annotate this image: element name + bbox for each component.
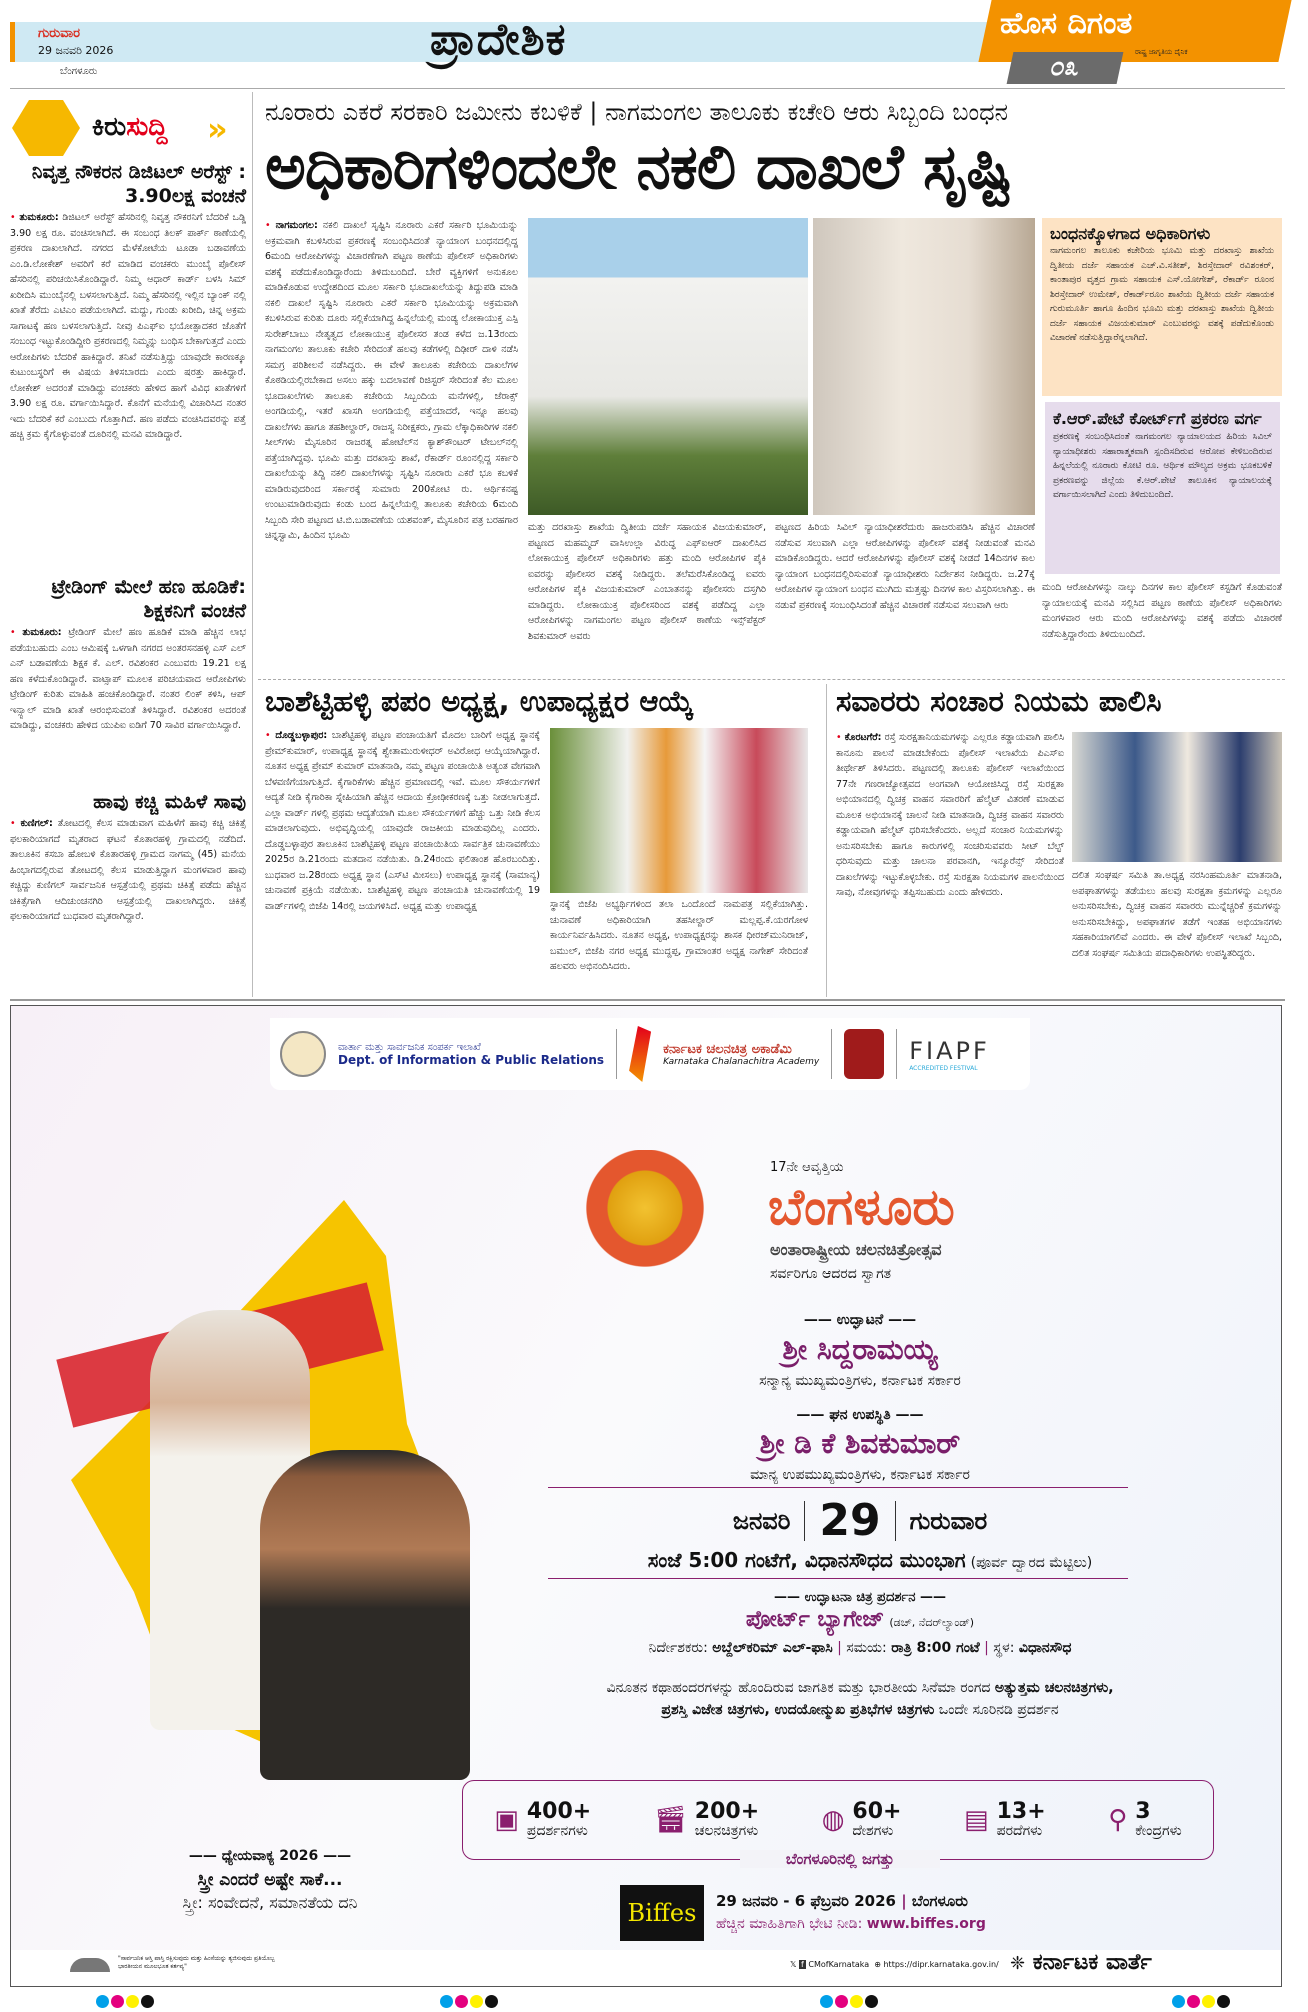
cmyk-registration-mark bbox=[440, 1993, 500, 2012]
sidebar-box-arrested bbox=[1042, 218, 1282, 396]
main-body-col2: ಮತ್ತು ದರಖಾಸ್ತು ಶಾಖೆಯ ದ್ವಿತೀಯ ದರ್ಜೆ ಸಹಾಯಕ ವಿಜಯಕುಮಾರ್, ಪಟ್ಟಣದ ಮಹಮ್ಮದ್ ವಾಸಿಉಲ್ಲಾ ವಿರುದ್ಧ ಎಫ್‌ಐಆರ್ ದಾಖಲಿಸಿದ ಲೋಕಾಯುಕ್ತ ಪೊಲೀಸ್ ಅಧಿಕಾರಿಗಳು ಹತ್ತು ಮಂದಿ ಆರೋಪಿಗಳ ಪೈಕಿ ಐವರನ್ನು ಪೊಲೀಸರ ವಶಕ್ಕೆ ನೀಡಿದ್ದರು. ತಲೆಮರೆಸಿಕೊಂಡಿದ್ದ ಐವರು ಆರೋಪಿಗಳ ಪೈಕಿ ವಿಜಯಕುಮಾರ್ ಎಂಬಾತನನ್ನು ಪೊಲೀಸರು ದಸ್ತಗಿರಿ ಮಾಡಿದ್ದರು. ಲೋಕಾಯುಕ್ತ ಪೊಲೀಸರಿಂದ ವಶಕ್ಕೆ ಪಡೆದಿದ್ದ ಎಲ್ಲಾ ಆರೋಪಿಗಳನ್ನು ನಾಗಮಂಗಲ ಪಟ್ಟಣ ಪೊಲೀಸ್ ಠಾಣೆಯ ಇನ್ಸ್‌ಪೆಕ್ಟರ್ ಶಿವಕುಮಾರ್ ಅವರು bbox=[528, 522, 766, 642]
karnataka-varthe-logo: ❈ ಕರ್ನಾಟಕ ವಾರ್ತೆ bbox=[1010, 1950, 1152, 1975]
stat-venues: ⚲ 3 ಕೇಂದ್ರಗಳು bbox=[1108, 1799, 1182, 1839]
section-title: ಪ್ರಾದೇಶಿಕ bbox=[430, 14, 567, 65]
brief-title: ನಿವೃತ್ತ ನೌಕರನ ಡಿಜಿಟಲ್ ಅರೆಸ್ಟ್ : 3.90ಲಕ್ಷ ವಂಚನೆ bbox=[31, 161, 246, 207]
photo-officials bbox=[813, 218, 1035, 515]
chevron-icon: » bbox=[207, 110, 228, 148]
stat-countries: ◍ 60+ ದೇಶಗಳು bbox=[821, 1799, 902, 1839]
row-divider bbox=[258, 679, 1285, 680]
emblem-icon: ❈ bbox=[1010, 1953, 1026, 1974]
box-body: ನಾಗಮಂಗಲ ತಾಲೂಕು ಕಚೇರಿಯ ಭೂಮಿ ಮತ್ತು ದರಖಾಸ್ತು ಶಾಖೆಯ ದ್ವಿತೀಯ ದರ್ಜೆ ಸಹಾಯಕ ಎಚ್.ವಿ.ಸತೀಶ್, ಶಿರಸ್ತೇದಾರ್ ರವಿಶಂಕರ್, ಕಾಂತಾಪುರ ವೃತ್ತದ ಗ್ರಾಮ ಸಹಾಯಕ ಎಸ್.ಯೋಗೇಶ್, ರೆಕಾರ್ಡ್ ರೂಂನ ಶಿರಸ್ತೇದಾರ್ ಉಮೇಶ್, ರೆಕಾರ್ಡ್‌ರೂಂ ಶಾಖೆಯ ದ್ವಿತೀಯ ದರ್ಜೆ ಸಹಾಯಕ ಗುರುಮೂರ್ತಿ ಹಾಗೂ ಹಿಂದಿನ ಭೂಮಿ ಮತ್ತು ದರಖಾಸ್ತು ಶಾಖೆಯ ದ್ವಿತೀಯ ದರ್ಜೆ ಸಹಾಯಕ ವಿಜಯಕುಮಾರ್ ಎಂಬುವರನ್ನು ವಶಕ್ಕೆ ಪಡೆದುಕೊಂಡು ವಿಚಾರಣೆ ನಡೆಸುತ್ತಿದ್ದಾರೆನ್ನಲಾಗಿದೆ. bbox=[1050, 246, 1274, 343]
dateline: ತುಮಕೂರು: bbox=[19, 212, 59, 223]
facebook-icon: f bbox=[801, 1960, 804, 1969]
world-in-bengaluru: ಬೆಂಗಳೂರಿನಲ್ಲಿ ಜಗತ್ತು bbox=[740, 1850, 940, 1868]
brief-2: ಟ್ರೇಡಿಂಗ್ ಮೇಲೆ ಹಣ ಹೂಡಿಕೆ: ಶಿಕ್ಷಕನಿಗೆ ವಂಚನೆ • ತುಮಕೂರು: ಟ್ರೇಡಿಂಗ್ ಮೇಲೆ ಹಣ ಹೂಡಿಕೆ ಮಾಡಿ ಹೆಚ್ಚಿನ ಲಾಭ ಪಡೆಯಬಹುದು ಎಂಬ ಆಮಿಷಕ್ಕೆ ಒಳಗಾಗಿ ನಗರದ ಅಂತರಸನಹಳ್ಳಿ ಎಸ್ ಎಲ್ ಎನ್ ಬಡಾವಣೆಯ ಶಿಕ್ಷಕ ಕೆ. ಎಲ್. ರವಿಶಂಕರ ಎಂಬುವರು 19.21 ಲಕ್ಷ ಹಣ ಕಳೆದುಕೊಂಡಿದ್ದಾರೆ. ವಾಟ್ಸಾಪ್ ಮೂಲಕ ಪರಿಚಯವಾದ ಆರೋಪಿಗಳು ಟ್ರೇಡಿಂಗ್ ಕುರಿತು ಮಾಹಿತಿ ಹಂಚಿಕೊಂಡಿದ್ದಾರೆ. ನಂತರ ಲಿಂಕ್ ಕಳಿಸಿ, ಆಪ್ ಇನ್ಸ್ಟಾಲ್ ಮಾಡಿ ಖಾತೆ ಆರಂಭಿಸುವಂತೆ ತಿಳಿಸಿದ್ದಾರೆ. ರವಿಶಂಕರ ಅದರಂತೆ ಮಾಡಿದ್ದು, ವಂಚಕರು ಹೇಳಿದ ಯುಪಿಐ ಐಡಿಗೆ 70 ಸಾವಿರ ವರ್ಗಾಯಿಸಿದ್ದಾರೆ. bbox=[10, 576, 246, 731]
fiapf-logo: FIAPF bbox=[909, 1036, 990, 1065]
guest-label: —— ಘನ ಉಪಸ್ಥಿತಿ —— bbox=[796, 1407, 924, 1423]
biffes-logo: Biffes bbox=[620, 1885, 704, 1941]
academy-name-en: Karnataka Chalanachitra Academy bbox=[663, 1056, 820, 1067]
dateline: ನಾಗಮಂಗಲ: bbox=[275, 220, 318, 231]
cmyk-registration-mark bbox=[1172, 1993, 1232, 2012]
footer-quote: "ಸಾರ್ವಜನಿಕ ಆಸ್ತಿ ಪಾಸ್ತಿ ರಕ್ಷಿಸುವುದು ಮತ್ತು ಹಿಂಸೆಯನ್ನು ತ್ಯಜಿಸುವುದು ಪ್ರತಿಯೊಬ್ಬ ಭಾರತೀಯನ ಮೂಲಭೂತ ಕರ್ತವ್ಯ" bbox=[118, 1955, 275, 1970]
story3-headline: ಸವಾರರು ಸಂಚಾರ ನಿಯಮ ಪಾಲಿಸಿ bbox=[836, 684, 1162, 718]
theatre-screen-icon: ▤ bbox=[964, 1805, 989, 1835]
vidhana-soudha-icon bbox=[70, 1958, 110, 1972]
column-divider bbox=[252, 92, 253, 997]
header-day: ಗುರುವಾರ bbox=[38, 26, 80, 41]
dateline: ತುಮಕೂರು: bbox=[22, 627, 62, 638]
more-info: ಹೆಚ್ಚಿನ ಮಾಹಿತಿಗಾಗಿ ಭೇಟಿ ನೀಡಿ: www.biffes.org bbox=[716, 1916, 986, 1932]
event-time-venue: ಸಂಜೆ 5:00 ಗಂಟೆಗೆ, ವಿಧಾನಸೌಧದ ಮುಂಭಾಗ (ಪೂರ್ವ ದ್ವಾರದ ಮೆಟ್ಟಿಲು) bbox=[647, 1548, 1093, 1572]
box-body: ಪ್ರಕರಣಕ್ಕೆ ಸಂಬಂಧಿಸಿದಂತೆ ನಾಗಮಂಗಲ ನ್ಯಾಯಾಲಯದ ಹಿರಿಯ ಸಿವಿಲ್ ನ್ಯಾಯಾಧೀಶರು ಸಹಾರಾತ್ಮಕವಾಗಿ ಸ್ಪಂದಿಸದಿರುವ ಆರೋಪ ಕೇಳಿಬಂದಿರುವ ಹಿನ್ನಲೆಯಲ್ಲಿ ನೂರಾರು ಕೋಟಿ ರೂ. ಆರ್ಥಿಕ ಮೌಲ್ಯದ ಅಕ್ರಮ ಭೂಕಬಳಿಕೆ ಪ್ರಕರಣವನ್ನು ಜಿಲ್ಲೆಯ ಕೆ.ಆರ್.ಪೇಟೆ ತಾಲೂಕಿನ ನ್ಯಾಯಾಲಯಕ್ಕೆ ವರ್ಗಾಯಿಸಲಾಗಿದೆ ಎಂದು ತಿಳಿದುಬಂದಿದೆ. bbox=[1053, 432, 1272, 500]
photo-building bbox=[528, 218, 808, 515]
brief-3: ಹಾವು ಕಚ್ಚಿ ಮಹಿಳೆ ಸಾವು • ಕುಣಿಗಲ್: ತೋಟದಲ್ಲಿ ಕೆಲಸ ಮಾಡುವಾಗ ಮಹಿಳೆಗೆ ಹಾವು ಕಚ್ಚಿ ಚಿಕಿತ್ಸೆ ಫಲಕಾರಿಯಾಗದೆ ಮೃತರಾದ ಘಟನೆ ಕೊತಾರಹಳ್ಳಿ ಗ್ರಾಮದಲ್ಲಿ ನಡೆದಿದೆ. ತಾಲೂಕಿನ ಕಸಬಾ ಹೋಬಳಿ ಕೊತಾರಹಳ್ಳಿ ಗ್ರಾಮದ ನಾಗಮ್ಮ (45) ಮನೆಯ ಹಿಂಭಾಗದಲ್ಲಿರುವ ತೋಟದಲ್ಲಿ ಕೆಲಸ ಮಾಡುತ್ತಿದ್ದಾಗ ಮಂಗಳವಾರ ಹಾವು ಕಚ್ಚಿದ್ದು ಕುಣಿಗಲ್ ಸಾರ್ವಜನಿಕ ಆಸ್ಪತ್ರೆಯಲ್ಲಿ ಪ್ರಥಮ ಚಿಕಿತ್ಸೆ ಪಡೆದು ಹೆಚ್ಚಿನ ಚಿಕಿತ್ಸೆಗಾಗಿ ಆದಿಚುಂಚನಗಿರಿ ಆಸ್ಪತ್ರೆಯಲ್ಲಿ ದಾಖಲಾಗಿದ್ದರು. ಚಿಕಿತ್ಸೆ ಫಲಕಾರಿಯಾಗದೆ ಬುಧವಾರ ಮೃತರಾಗಿದ್ದಾರೆ. bbox=[10, 791, 246, 922]
gandaberunda-festival-logo-icon bbox=[585, 1150, 705, 1295]
main-kicker: ನೂರಾರು ಎಕರೆ ಸರಕಾರಿ ಜಮೀನು ಕಬಳಿಕೆ | ನಾಗಮಂಗಲ ತಾಲೂಕು ಕಚೇರಿ ಆರು ಸಿಬ್ಬಂದಿ ಬಂಧನ bbox=[265, 98, 1009, 126]
kirusuddi-b: ಸುದ್ದಿ bbox=[126, 112, 168, 142]
header-divider bbox=[10, 88, 1285, 89]
biffes-url[interactable]: www.biffes.org bbox=[866, 1916, 986, 1932]
globe-icon: ◍ bbox=[821, 1805, 845, 1835]
story3-body: • ಕೊರಟಗೆರೆ: ರಸ್ತೆ ಸುರಕ್ಷತಾನಿಯಮಗಳನ್ನು ಎಲ್ಲರೂ ಕಡ್ಡಾಯವಾಗಿ ಪಾಲಿಸಿ ಕಾನೂನು ಪಾಲನೆ ಮಾಡಬೇಕೆಂದು ಪೊಲೀಸ್ ಇಲಾಖೆಯ ಪಿಎಸ್ಐ ತೀರ್ಥೇಶ್ ತಿಳಿಸಿದರು. ಪಟ್ಟಣದಲ್ಲಿ ತಾಲೂಕು ಪೊಲೀಸ್ ಇಲಾಖೆಯಿಂದ 77ನೇ ಗಣರಾಜ್ಯೋತ್ಸವದ ಅಂಗವಾಗಿ ಆಯೋಜಿಸಿದ್ದ ರಸ್ತೆ ಸುರಕ್ಷತಾ ಅಭಿಯಾನದಲ್ಲಿ ದ್ವಿಚಕ್ರ ವಾಹನ ಸವಾರರಿಗೆ ಹೆಲ್ಮೆಟ್ ವಿತರಣೆ ಮಾಡುವ ಮೂಲಕ ಅಭಿಯಾನಕ್ಕೆ ಚಾಲನೆ ನೀಡಿ ಮಾತನಾಡಿ, ದ್ವಿಚಕ್ರ ವಾಹನ ಸವಾರರು ಕಡ್ಡಾಯವಾಗಿ ಹೆಲ್ಮೆಟ್ ಧರಿಸಬೇಕೆಂದರು. ಅಲ್ಲದೆ ಸಂಚಾರ ನಿಯಮಗಳನ್ನು ಅನುಸರಿಸಬೇಕು ಹಾಗೂ ಕಾರುಗಳಲ್ಲಿ ಸಂಚರಿಸುವವರು ಸೀಟ್ ಬೆಲ್ಟ್ ಧರಿಸುವುದು ಮತ್ತು ಚಾಲನಾ ಪರವಾನಗಿ, ಇನ್ಶೂರೆನ್ಸ್ ಸೇರಿದಂತೆ ದಾಖಲೆಗಳನ್ನು ಇಟ್ಟುಕೊಳ್ಳಬೇಕು. ರಸ್ತೆ ಸುರಕ್ಷತಾ ನಿಯಮಗಳ ಪಾಲನೆಯಿಂದ ಸಾವು, ನೋವುಗಳನ್ನು ತಪ್ಪಿಸಬಹುದು ಎಂದು ಹೇಳಿದರು. bbox=[836, 732, 1064, 898]
edition-label: 17ನೇ ಆವೃತ್ತಿಯ bbox=[770, 1160, 844, 1175]
festival-name: ಅಂತಾರಾಷ್ಟ್ರೀಯ ಚಲನಚಿತ್ರೋತ್ಸವ bbox=[770, 1240, 942, 1259]
festival-city: ಬೆಂಗಳೂರು bbox=[768, 1178, 955, 1236]
story2-body: • ದೊಡ್ಡಬಳ್ಳಾಪುರ: ಬಾಶೆಟ್ಟಿಹಳ್ಳಿ ಪಟ್ಟಣ ಪಂಚಾಯತಿಗೆ ಮೊದಲ ಬಾರಿಗೆ ಅಧ್ಯಕ್ಷ ಸ್ಥಾನಕ್ಕೆ ಪ್ರೇಮ್‌ಕುಮಾರ್, ಉಪಾಧ್ಯಕ್ಷ ಸ್ಥಾನಕ್ಕೆ ಶ್ವೇತಾಮುರುಳೀಧರ್ ಅವಿರೋಧ ಆಯ್ಕೆಯಾಗಿದ್ದಾರೆ. ನೂತನ ಅಧ್ಯಕ್ಷ ಪ್ರೇಮ್ ಕುಮಾರ್ ಮಾತನಾಡಿ, ನಮ್ಮ ಪಟ್ಟಣ ಪಂಚಾಯಿತಿ ಅತ್ಯಂತ ವೇಗವಾಗಿ ಬೆಳವಣಿಗೆಯಾಗುತ್ತಿದೆ. ಕೈಗಾರಿಕೆಗಳು ಹೆಚ್ಚಿನ ಪ್ರಮಾಣದಲ್ಲಿ ಇವೆ. ಮೂಲ ಸೌಕರ್ಯಗಳಿಗೆ ಆದ್ಯತೆ ನೀಡಿ ಕೈಗಾರಿಕಾ ಸ್ನೇಹಿಯಾಗಿ ಹೆಚ್ಚಿನ ಆದಾಯ ಕ್ರೋಢೀಕರಣಕ್ಕೆ ಒತ್ತು ನೀಡಲಾಗುತ್ತದೆ. ಎಲ್ಲಾ ವಾರ್ಡ್ ಗಳಲ್ಲಿ ಪ್ರಥಮ ಆದ್ಯತೆಯಾಗಿ ಮೂಲ ಸೌಕರ್ಯಗಳಿಗೆ ಹೆಚ್ಚು ಒತ್ತು ನೀಡಿ ಕೆಲಸ ಮಾಡಲಾಗುವುದು. ಅಭಿವೃದ್ಧಿಯಲ್ಲಿ ಯಾವುದೇ ರಾಜಕೀಯ ಮಾಡುವುದಿಲ್ಲ ಎಂದರು. ದೊಡ್ಡಬಳ್ಳಾಪುರ ತಾಲೂಕಿನ ಬಾಶೆಟ್ಟಿಹಳ್ಳಿ ಪಟ್ಟಣ ಪಂಚಾಯಿತಿಯ ಸಾರ್ವತ್ರಿಕ ಚುನಾವಣೆಯು 2025ರ ಡಿ.21ರಂದು ಮತದಾನ ನಡೆಯಿತು. ಡಿ.24ರಂದು ಫಲಿತಾಂಶ ಹೊರಬಂದಿತ್ತು. ಬುಧವಾರ ಜ.28ರಂದು ಅಧ್ಯಕ್ಷ ಸ್ಥಾನ (ಎಸ್‌ಟಿ ಮೀಸಲು) ಉಪಾಧ್ಯಕ್ಷ ಸ್ಥಾನಕ್ಕೆ (ಸಾಮಾನ್ಯ) ಚುನಾವಣೆ ಪ್ರಕ್ರಿಯೆ ನಡೆಯಿತು. ಬಾಶೆಟ್ಟಿಹಳ್ಳಿ ಪಟ್ಟಣ ಪಂಚಾಯತಿ ಚುನಾವಣೆಯಲ್ಲಿ 19 ವಾರ್ಡ್‌ಗಳಲ್ಲಿ ಬಿಜೆಪಿ 14ರಲ್ಲಿ ಜಯಗಳಿಸಿದೆ. ಅಧ್ಯಕ್ಷ ಮತ್ತು ಉಪಾಧ್ಯಕ್ಷ bbox=[265, 730, 540, 912]
festival-stats bbox=[462, 1780, 1214, 1860]
brief-body: ಡಿಜಿಟಲ್ ಅರೆಸ್ಟ್ ಹೆಸರಿನಲ್ಲಿ ನಿವೃತ್ತ ನೌಕರನಿಗೆ ಬೆದರಿಕೆ ಒಡ್ಡಿ 3.90 ಲಕ್ಷ ರೂ. ವಂಚಿಸಲಾಗಿದೆ. ಈ ಸಂಬಂಧ ತಿಲಕ್ ಪಾರ್ಕ್ ಠಾಣೆಯಲ್ಲಿ ಪ್ರಕರಣ ದಾಖಲಾಗಿದೆ. ನಗರದ ಮೆಳೆಕೋಟೆಯ ಟೂಡಾ ಬಡಾವಣೆಯ ಎಂ.ಡಿ.ಲೋಕೇಶ್ ಅವರಿಗೆ ಕರೆ ಮಾಡಿದ ವಂಚಕರು ಮುಂಬೈ ಪೊಲೀಸ್ ಹೆಸರಿನಲ್ಲಿ ಪರಿಚಯಿಸಿಕೊಂಡಿದ್ದಾರೆ. ನಿಮ್ಮ ಆಧಾರ್ ಕಾರ್ಡ್ ಬಳಸಿ ಸಿಮ್ ಖರೀದಿಸಿ ಮುಂಬೈನಲ್ಲಿ ಬಳಸಲಾಗುತ್ತಿದೆ. ನಿಮ್ಮ ಹೆಸರಿನಲ್ಲಿ ಇಲ್ಲಿನ ಬ್ಯಾಂಕ್ ನಲ್ಲಿ ಖಾತೆ ತೆರೆದು ಎಟಿಎಂ ಪಡೆಯಲಾಗಿದೆ. ಮದ್ದು, ಗುಂಡು ಖರೀದಿ, ಚಿನ್ನ ಅಕ್ರಮ ಸಾಗಾಟಕ್ಕೆ ಹಣ ಬಳಸಲಾಗುತ್ತಿದೆ. ನೀವು ಪಿಎಫ್ಐ ಭಯೋತ್ಪಾದಕರ ಜೊತೆಗೆ ಸಂಬಂಧ ಇಟ್ಟುಕೊಂಡಿದ್ದೀರಿ ಪ್ರಕರಣದಲ್ಲಿ ನಿಮ್ಮನ್ನು ಬಂಧಿಸ ಬೇಕಾಗುತ್ತದೆ ಎಂದು ಆರೋಪಿಗಳು ಬೆದರಿಕೆ ಹಾಕಿದ್ದಾರೆ. ತನಿಖೆ ನಡೆಸುತ್ತಿದ್ದು ಯಾವುದೇ ಕಾರಣಕ್ಕೂ ಕುಟುಂಬಸ್ಥರಿಗೆ ಈ ವಿಷಯ ತಿಳಿಸಬಾರದು ಎಂದು ಷರತ್ತು ಹಾಕಿದ್ದಾರೆ. ಲೋಕೇಶ್ ಅದರಂತೆ ಮಾಡಿದ್ದು ವಂಚಕರು ಹೇಳಿದ ಹಾಗೆ ವಿವಿಧ ಖಾತೆಗಳಿಗೆ 3.90 ಲಕ್ಷ ರೂ. ವರ್ಗಾಯಿಸಿದ್ದಾರೆ. ಕೊನೆಗೆ ಮನೆಯಲ್ಲಿ ವಿಚಾರಿಸಿದ ನಂತರ ಇದು ಬೆದರಿಕೆ ಕರೆ ಎಂಬುದು ಗೊತ್ತಾಗಿದೆ. ಹಣ ಪಡೆದು ವಂಚಿಸಿದವರನ್ನು ಪತ್ತೆ ಹಚ್ಚಿ ಕ್ರಮ ಕೈಗೊಳ್ಳುವಂತೆ ದೂರಿನಲ್ಲಿ ಮನವಿ ಮಾಡಿದ್ದಾರೆ. bbox=[10, 212, 246, 440]
story3-body2: ದಲಿತ ಸಂಘರ್ಷ ಸಮಿತಿ ತಾ.ಅಧ್ಯಕ್ಷ ನರಸಿಂಹಮೂರ್ತಿ ಮಾತನಾಡಿ, ಅಪಘಾತಗಳನ್ನು ತಡೆಯಲು ಹಲವು ಸುರಕ್ಷತಾ ಕ್ರಮಗಳನ್ನು ಎಲ್ಲರೂ ಅನುಸರಿಸಬೇಕು, ದ್ವಿಚಕ್ರ ವಾಹನ ಸವಾರರು ಮುನ್ನೆಚ್ಚರಿಕೆ ಕ್ರಮಗಳನ್ನು ಅನುಸರಿಸಬೇಕಿದ್ದು, ಅಪಘಾತಗಳ ತಡೆಗೆ ಇಂತಹ ಅಭಿಯಾನಗಳು ಸಹಕಾರಿಯಾಗಲಿವೆ ಎಂದರು. ಈ ವೇಳೆ ಪೊಲೀಸ್ ಇಲಾಖೆ ಸಿಬ್ಬಂದಿ, ದಲಿತ ಸಂಘರ್ಷ ಸಮಿತಿಯ ಪದಾಧಿಕಾರಿಗಳು ಉಪಸ್ಥಿತರಿದ್ದರು. bbox=[1072, 870, 1282, 959]
screening-icon: ▣ bbox=[494, 1805, 519, 1835]
motto-line-2: ಸ್ತ್ರೀ: ಸಂವೇದನೆ, ಸಮಾನತೆಯ ದನಿ bbox=[182, 1893, 358, 1912]
brief-title: ಟ್ರೇಡಿಂಗ್ ಮೇಲೆ ಹಣ ಹೂಡಿಕೆ: ಶಿಕ್ಷಕನಿಗೆ ವಂಚನೆ bbox=[51, 576, 246, 622]
academy-name-kn: ಕರ್ನಾಟಕ ಚಲನಚಿತ್ರ ಅಕಾಡೆಮಿ bbox=[663, 1041, 792, 1057]
stat-films: 🎬︎ 200+ ಚಲನಚಿತ್ರಗಳು bbox=[653, 1799, 760, 1839]
dateline: ದೊಡ್ಡಬಳ್ಳಾಪುರ: bbox=[275, 730, 328, 741]
story2-headline: ಬಾಶೆಟ್ಟಿಹಳ್ಳಿ ಪಪಂ ಅಧ್ಯಕ್ಷ, ಉಪಾಧ್ಯಕ್ಷರ ಆಯ್ಕೆ bbox=[265, 684, 694, 718]
event-date: ಜನವರಿ 29 ಗುರುವಾರ bbox=[732, 1495, 988, 1546]
clapperboard-icon: 🎬︎ bbox=[653, 1805, 687, 1835]
photo-felicitation bbox=[550, 728, 808, 893]
box-title: ಕೆ.ಆರ್.ಪೇಟೆ ಕೋರ್ಟ್‌ಗೆ ಪ್ರಕರಣ ವರ್ಗ bbox=[1053, 409, 1262, 428]
box-title: ಬಂಧನಕ್ಕೊಳಗಾದ ಅಧಿಕಾರಿಗಳು bbox=[1050, 224, 1211, 243]
sponsor-logos: ವಾರ್ತಾ ಮತ್ತು ಸಾರ್ವಜನಿಕ ಸಂಪರ್ಕ ಇಲಾಖೆ Dept. of Information & Public Relations ಕರ್ನಾಟಕ ಚಲನಚಿತ್ರ ಅಕಾಡೆಮಿ Karnataka Chalanachitra Academy FIAPF ACCREDITED FESTIVAL bbox=[270, 1018, 1030, 1090]
chief-guest-name: ಶ್ರೀ ಸಿದ್ದರಾಮಯ್ಯ bbox=[782, 1333, 938, 1366]
web-icon: ⊕ bbox=[874, 1960, 881, 1969]
dept-name-en: Dept. of Information & Public Relations bbox=[338, 1052, 605, 1067]
stat-screens: ▤ 13+ ಪರದೆಗಳು bbox=[964, 1799, 1046, 1839]
motto-label: —— ಧ್ಯೇಯವಾಕ್ಯ 2026 —— bbox=[188, 1848, 352, 1864]
motto-line-1: ಸ್ತ್ರೀ ಎಂದರೆ ಅಷ್ಟೇ ಸಾಕೆ... bbox=[197, 1870, 343, 1890]
ad-divider bbox=[10, 999, 1285, 1001]
cinema-centenary-logo-icon bbox=[844, 1029, 884, 1079]
main-headline: ಅಧಿಕಾರಿಗಳಿಂದಲೇ ನಕಲಿ ದಾಖಲೆ ಸೃಷ್ಟಿ bbox=[265, 130, 1012, 203]
guest-role: ಮಾನ್ಯ ಉಪಮುಖ್ಯಮಂತ್ರಿಗಳು, ಕರ್ನಾಟಕ ಸರ್ಕಾರ bbox=[750, 1467, 970, 1483]
karnataka-emblem-icon bbox=[280, 1031, 326, 1077]
cmyk-registration-mark bbox=[96, 1993, 156, 2012]
film-details: ನಿರ್ದೇಶಕರು: ಅಬ್ದೆಲ್‌ಕರಿಮ್ ಎಲ್-ಫಾಸಿ | ಸಮಯ: ರಾತ್ರಿ 8:00 ಗಂಟೆ | ಸ್ಥಳ: ವಿಧಾನಸೌಧ bbox=[648, 1640, 1072, 1656]
opening-film-label: —— ಉದ್ಘಾಟನಾ ಚಿತ್ರ ಪ್ರದರ್ಶನ —— bbox=[774, 1590, 946, 1605]
festival-description-2: ಪ್ರಶಸ್ತಿ ವಿಜೇತ ಚಿತ್ರಗಳು, ಉದಯೋನ್ಮುಖ ಪ್ರತಿಭೆಗಳ ಚಿತ್ರಗಳು ಒಂದೇ ಸೂರಿನಡಿ ಪ್ರದರ್ಶನ bbox=[661, 1702, 1059, 1718]
column-divider bbox=[826, 684, 827, 997]
kirusuddi-a: ಕಿರು bbox=[92, 112, 127, 142]
brief-body: ತೋಟದಲ್ಲಿ ಕೆಲಸ ಮಾಡುವಾಗ ಮಹಿಳೆಗೆ ಹಾವು ಕಚ್ಚಿ ಚಿಕಿತ್ಸೆ ಫಲಕಾರಿಯಾಗದೆ ಮೃತರಾದ ಘಟನೆ ಕೊತಾರಹಳ್ಳಿ ಗ್ರಾಮದಲ್ಲಿ ನಡೆದಿದೆ. ತಾಲೂಕಿನ ಕಸಬಾ ಹೋಬಳಿ ಕೊತಾರಹಳ್ಳಿ ಗ್ರಾಮದ ನಾಗಮ್ಮ (45) ಮನೆಯ ಹಿಂಭಾಗದಲ್ಲಿರುವ ತೋಟದಲ್ಲಿ ಕೆಲಸ ಮಾಡುತ್ತಿದ್ದಾಗ ಮಂಗಳವಾರ ಹಾವು ಕಚ್ಚಿದ್ದು ಕುಣಿಗಲ್ ಸಾರ್ವಜನಿಕ ಆಸ್ಪತ್ರೆಯಲ್ಲಿ ಪ್ರಥಮ ಚಿಕಿತ್ಸೆ ಪಡೆದು ಹೆಚ್ಚಿನ ಚಿಕಿತ್ಸೆಗಾಗಿ ಆದಿಚುಂಚನಗಿರಿ ಆಸ್ಪತ್ರೆಯಲ್ಲಿ ದಾಖಲಾಗಿದ್ದರು. ಚಿಕಿತ್ಸೆ ಫಲಕಾರಿಯಾಗದೆ ಬುಧವಾರ ಮೃತರಾಗಿದ್ದಾರೆ. bbox=[10, 818, 246, 922]
brief-body: ಟ್ರೇಡಿಂಗ್ ಮೇಲೆ ಹಣ ಹೂಡಿಕೆ ಮಾಡಿ ಹೆಚ್ಚಿನ ಲಾಭ ಪಡೆಯಬಹುದು ಎಂಬ ಆಮಿಷಕ್ಕೆ ಒಳಗಾಗಿ ನಗರದ ಅಂತರಸನಹಳ್ಳಿ ಎಸ್ ಎಲ್ ಎನ್ ಬಡಾವಣೆಯ ಶಿಕ್ಷಕ ಕೆ. ಎಲ್. ರವಿಶಂಕರ ಎಂಬುವರು 19.21 ಲಕ್ಷ ಹಣ ಕಳೆದುಕೊಂಡಿದ್ದಾರೆ. ವಾಟ್ಸಾಪ್ ಮೂಲಕ ಪರಿಚಯವಾದ ಆರೋಪಿಗಳು ಟ್ರೇಡಿಂಗ್ ಕುರಿತು ಮಾಹಿತಿ ಹಂಚಿಕೊಂಡಿದ್ದಾರೆ. ನಂತರ ಲಿಂಕ್ ಕಳಿಸಿ, ಆಪ್ ಇನ್ಸ್ಟಾಲ್ ಮಾಡಿ ಖಾತೆ ಆರಂಭಿಸುವಂತೆ ತಿಳಿಸಿದ್ದಾರೆ. ರವಿಶಂಕರ ಅದರಂತೆ ಮಾಡಿದ್ದು, ವಂಚಕರು ಹೇಳಿದ ಯುಪಿಐ ಐಡಿಗೆ 70 ಸಾವಿರ ವರ್ಗಾಯಿಸಿದ್ದಾರೆ. bbox=[10, 627, 246, 731]
festival-dates: 29 ಜನವರಿ - 6 ಫೆಬ್ರವರಿ 2026 | ಬೆಂಗಳೂರು bbox=[716, 1892, 968, 1910]
x-icon: 𝕏 bbox=[790, 1960, 797, 1969]
page-number: ೦೩ bbox=[1007, 52, 1124, 84]
masthead-tagline: ರಾಷ್ಟ್ರ ಜಾಗೃತಿಯ ದೈನಿಕ bbox=[1135, 48, 1188, 56]
pointing-hand-icon bbox=[12, 100, 80, 156]
guest-name: ಶ್ರೀ ಡಿ ಕೆ ಶಿವಕುಮಾರ್ bbox=[759, 1427, 961, 1460]
welcome-text: ಸರ್ವರಿಗೂ ಆದರದ ಸ್ವಾಗತ bbox=[770, 1266, 892, 1282]
header-accent-bar bbox=[10, 22, 15, 62]
chief-guest-role: ಸನ್ಮಾನ್ಯ ಮುಖ್ಯಮಂತ್ರಿಗಳು, ಕರ್ನಾಟಕ ಸರ್ಕಾರ bbox=[759, 1373, 961, 1389]
header-city: ಬೆಂಗಳೂರು bbox=[60, 66, 98, 77]
story2-body2: ಸ್ಥಾನಕ್ಕೆ ಬಿಜೆಪಿ ಅಭ್ಯರ್ಥಿಗಳಿಂದ ತಲಾ ಒಂದೊಂದೆ ನಾಮಪತ್ರ ಸಲ್ಲಿಕೆಯಾಗಿತ್ತು. ಚುನಾವಣೆ ಅಧಿಕಾರಿಯಾಗಿ ತಹಸೀಲ್ದಾರ್ ಮಲ್ಲಪ್ಪ.ಕೆ.ಯರಗೋಳ ಕಾರ್ಯನಿರ್ವಹಿಸಿದರು. ನೂತನ ಅಧ್ಯಕ್ಷ, ಉಪಾಧ್ಯಕ್ಷರನ್ನು ಶಾಸಕ ಧೀರಜ್‌ಮುನಿರಾಜ್, ಬಮುಲ್, ಬಿಜೆಪಿ ನಗರ ಅಧ್ಯಕ್ಷ ಮುದ್ದಪ್ಪ, ಗ್ರಾಮಾಂತರ ಅಧ್ಯಕ್ಷ ನಾಗೇಶ್ ಸೇರಿದಂತೆ ಹಲವರು ಅಭಿನಂದಿಸಿದರು. bbox=[550, 899, 808, 972]
inauguration-label: —— ಉದ್ಘಾಟನೆ —— bbox=[803, 1312, 917, 1328]
sidebar-box-transfer bbox=[1045, 402, 1280, 574]
deputy-cm-photo bbox=[260, 1450, 470, 1780]
main-body-col1: • ನಾಗಮಂಗಲ: ನಕಲಿ ದಾಖಲೆ ಸೃಷ್ಟಿಸಿ ನೂರಾರು ಎಕರೆ ಸರ್ಕಾರಿ ಭೂಮಿಯನ್ನು ಅಕ್ರಮವಾಗಿ ಕಬಳಿಸಿರುವ ಪ್ರಕರಣಕ್ಕೆ ಸಂಬಂಧಿಸಿದಂತೆ ನ್ಯಾಯಾಂಗ ಬಂಧನದಲ್ಲಿದ್ದ 6ಮಂದಿ ಆರೋಪಿಗಳನ್ನು ವಿಚಾರಣೆಗಾಗಿ ಪಟ್ಟಣ ಠಾಣೆಯ ಪೊಲೀಸ್ ಅಧಿಕಾರಿಗಳು ವಶಕ್ಕೆ ಪಡೆದುಕೊಂಡಿದ್ದಾರೆಂದು ತಿಳಿದುಬಂದಿದೆ. ಬೇರೆ ವ್ಯಕ್ತಿಗಳಿಗೆ ಅನುಕೂಲ ಮಾಡಿಕೊಡುವ ಉದ್ದೇಶದಿಂದ ಮೂಲ ಸರ್ಕಾರಿ ಭೂದಾಖಲೆಯನ್ನು ತಿದ್ದುಪಡಿ ಮಾಡಿ ನಕಲಿ ದಾಖಲೆ ಸೃಷ್ಟಿಸಿ ನೂರಾರು ಎಕರೆ ಸರ್ಕಾರಿ ಭೂಮಿಯನ್ನು ಅಕ್ರಮವಾಗಿ ಕಬಳಿಸಿರುವ ಕುರಿತು ದೂರು ಸಲ್ಲಿಕೆಯಾಗಿದ್ದ ಹಿನ್ನಲೆಯಲ್ಲಿ ಮಂಡ್ಯ ಲೋಕಾಯುಕ್ತ ಎಸ್ಪಿ ಸುರೇಶ್‌ಬಾಬು ನೇತೃತ್ವದ ಲೋಕಾಯುಕ್ತ ಪೊಲೀಸರ ತಂಡ ಕಳೆದ ಜ.13ರಂದು ನಾಗಮಂಗಲ ತಾಲೂಕು ಕಚೇರಿ ಸೇರಿದಂತೆ ಹಲವು ಕಡೆಗಳಲ್ಲಿ ದಿಢೀರ್ ದಾಳಿ ನಡೆಸಿ ಸಮಗ್ರ ಪರಿಶೀಲನೆ ನಡೆಸಿದ್ದರು. ಈ ವೇಳೆ ತಾಲೂಕು ಕಚೇರಿಯ ದಾಖಲೆಗಳ ಕೊಠಡಿಯಲ್ಲಿರಬೇಕಾದ ಅಸಲು ಹಕ್ಕು ಬದಲಾವಣೆ ರಿಜಿಸ್ಟರ್ ಸೇರಿದಂತೆ ಕೆಲ ಮೂಲ ಭೂದಾಖಲೆಗಳು ತಾಲೂಕು ಕಚೇರಿಯ ಸಿಬ್ಬಂದಿಯ ಮನೆಗಳಲ್ಲಿ, ಜೆರಾಕ್ಸ್ ಅಂಗಡಿಯಲ್ಲಿ, ಇತರೆ ಖಾಸಗಿ ಅಂಗಡಿಯಲ್ಲಿ ಪತ್ತೆಯಾದರೆ, ಇನ್ನೂ ಹಲವು ದಾಖಲೆಗಳು ಹಾಗೂ ತಹಶೀಲ್ದಾರ್, ರಾಜಸ್ವ ನಿರೀಕ್ಷಕರು, ಗ್ರಾಮ ಲೆಕ್ಕಾಧಿಕಾರಿಗಳ ನಕಲಿ ಸೀಲ್‌ಗಳು ಮೈಸೂರಿನ ರಾಜರತ್ನ ಹೋಟೆಲ್‌ನ ಕ್ಯಾಶ್‌ಕೌಂಟರ್ ಟೇಬಲ್‌ನಲ್ಲಿ ಪತ್ತೆಯಾಗಿದ್ದವು. ಭೂಮಿ ಮತ್ತು ದರಖಾಸ್ತು ಶಾಖೆ, ರೆಕಾರ್ಡ್ ರೂಂನಲ್ಲಿದ್ದ ಸರ್ಕಾರಿ ದಾಖಲೆಯನ್ನು ತಿದ್ದಿ ನಕಲಿ ದಾಖಲೆಗಳನ್ನು ಸೃಷ್ಟಿಸಿ ನೂರಾರು ಎಕರೆ ಭೂ ಕಬಳಿಕೆ ಮಾಡಿರುವುದರಿಂದ ಸರ್ಕಾರಕ್ಕೆ ಸುಮಾರು 200ಕೋಟಿ ರು. ಆರ್ಥಿಕನಷ್ಟ ಉಂಟುಮಾಡಿರುವುದು ಕಂಡು ಬಂದ ಹಿನ್ನಲೆಯಲ್ಲಿ ತಾಲೂಕು ಕಚೇರಿಯ 6ಮಂದಿ ಸಿಬ್ಬಂದಿ ಸೇರಿ ಪಟ್ಟಣದ ಟಿ.ಬಿ.ಬಡಾವಣೆಯ ಯಶವಂತ್, ಮೈಸೂರಿನ ಪತ್ರ ಬರಹಗಾರ ಚಿನ್ನಸ್ವಾಮಿ, ಹಿಂದಿನ ಭೂಮಿ bbox=[265, 220, 518, 541]
photo-helmet-distribution bbox=[1072, 732, 1282, 862]
dateline: ಕೊರಟಗೆರೆ: bbox=[844, 732, 882, 743]
festival-description-1: ವಿನೂತನ ಕಥಾಹಂದರಗಳನ್ನು ಹೊಂದಿರುವ ಜಾಗತಿಕ ಮತ್ತು ಭಾರತೀಯ ಸಿನೆಮಾ ರಂಗದ ಅತ್ಯುತ್ತಮ ಚಲನಚಿತ್ರಗಳು, bbox=[606, 1680, 1114, 1696]
masthead-logo: ಹೊಸ ದಿಗಂತ bbox=[1000, 6, 1133, 41]
social-links: 𝕏 f CMofKarnataka ⊕ https://dipr.karnataka.gov.in/ bbox=[790, 1960, 999, 1969]
brief-title: ಹಾವು ಕಚ್ಚಿ ಮಹಿಳೆ ಸಾವು bbox=[93, 791, 246, 813]
brief-1: ನಿವೃತ್ತ ನೌಕರನ ಡಿಜಿಟಲ್ ಅರೆಸ್ಟ್ : 3.90ಲಕ್ಷ ವಂಚನೆ • ತುಮಕೂರು: ಡಿಜಿಟಲ್ ಅರೆಸ್ಟ್ ಹೆಸರಿನಲ್ಲಿ ನಿವೃತ್ತ ನೌಕರನಿಗೆ ಬೆದರಿಕೆ ಒಡ್ಡಿ 3.90 ಲಕ್ಷ ರೂ. ವಂಚಿಸಲಾಗಿದೆ. ಈ ಸಂಬಂಧ ತಿಲಕ್ ಪಾರ್ಕ್ ಠಾಣೆಯಲ್ಲಿ ಪ್ರಕರಣ ದಾಖಲಾಗಿದೆ. ನಗರದ ಮೆಳೆಕೋಟೆಯ ಟೂಡಾ ಬಡಾವಣೆಯ ಎಂ.ಡಿ.ಲೋಕೇಶ್ ಅವರಿಗೆ ಕರೆ ಮಾಡಿದ ವಂಚಕರು ಮುಂಬೈ ಪೊಲೀಸ್ ಹೆಸರಿನಲ್ಲಿ ಪರಿಚಯಿಸಿಕೊಂಡಿದ್ದಾರೆ. ನಿಮ್ಮ ಆಧಾರ್ ಕಾರ್ಡ್ ಬಳಸಿ ಸಿಮ್ ಖರೀದಿಸಿ ಮುಂಬೈನಲ್ಲಿ ಬಳಸಲಾಗುತ್ತಿದೆ. ನಿಮ್ಮ ಹೆಸರಿನಲ್ಲಿ ಇಲ್ಲಿನ ಬ್ಯಾಂಕ್ ನಲ್ಲಿ ಖಾತೆ ತೆರೆದು ಎಟಿಎಂ ಪಡೆಯಲಾಗಿದೆ. ಮದ್ದು, ಗುಂಡು ಖರೀದಿ, ಚಿನ್ನ ಅಕ್ರಮ ಸಾಗಾಟಕ್ಕೆ ಹಣ ಬಳಸಲಾಗುತ್ತಿದೆ. ನೀವು ಪಿಎಫ್ಐ ಭಯೋತ್ಪಾದಕರ ಜೊತೆಗೆ ಸಂಬಂಧ ಇಟ್ಟುಕೊಂಡಿದ್ದೀರಿ ಪ್ರಕರಣದಲ್ಲಿ ನಿಮ್ಮನ್ನು ಬಂಧಿಸ ಬೇಕಾಗುತ್ತದೆ ಎಂದು ಆರೋಪಿಗಳು ಬೆದರಿಕೆ ಹಾಕಿದ್ದಾರೆ. ತನಿಖೆ ನಡೆಸುತ್ತಿದ್ದು ಯಾವುದೇ ಕಾರಣಕ್ಕೂ ಕುಟುಂಬಸ್ಥರಿಗೆ ಈ ವಿಷಯ ತಿಳಿಸಬಾರದು ಎಂದು ಷರತ್ತು ಹಾಕಿದ್ದಾರೆ. ಲೋಕೇಶ್ ಅದರಂತೆ ಮಾಡಿದ್ದು ವಂಚಕರು ಹೇಳಿದ ಹಾಗೆ ವಿವಿಧ ಖಾತೆಗಳಿಗೆ 3.90 ಲಕ್ಷ ರೂ. ವರ್ಗಾಯಿಸಿದ್ದಾರೆ. ಕೊನೆಗೆ ಮನೆಯಲ್ಲಿ ವಿಚಾರಿಸಿದ ನಂತರ ಇದು ಬೆದರಿಕೆ ಕರೆ ಎಂಬುದು ಗೊತ್ತಾಗಿದೆ. ಹಣ ಪಡೆದು ವಂಚಿಸಿದವರನ್ನು ಪತ್ತೆ ಹಚ್ಚಿ ಕ್ರಮ ಕೈಗೊಳ್ಳುವಂತೆ ದೂರಿನಲ್ಲಿ ಮನವಿ ಮಾಡಿದ್ದಾರೆ. bbox=[10, 161, 246, 440]
dept-name-kn: ವಾರ್ತಾ ಮತ್ತು ಸಾರ್ವಜನಿಕ ಸಂಪರ್ಕ ಇಲಾಖೆ bbox=[338, 1041, 481, 1053]
cmyk-registration-mark bbox=[820, 1993, 880, 2012]
dateline: ಕುಣಿಗಲ್: bbox=[20, 818, 53, 829]
header-date: 29 ಜನವರಿ 2026 bbox=[38, 44, 114, 57]
kirusuddi-badge bbox=[12, 100, 240, 156]
location-pin-icon: ⚲ bbox=[1108, 1805, 1128, 1835]
stat-screenings: ▣ 400+ ಪ್ರದರ್ಶನಗಳು bbox=[494, 1799, 592, 1839]
academy-film-icon bbox=[629, 1026, 651, 1082]
main-body-col4: ಮಂದಿ ಆರೋಪಿಗಳನ್ನು ನಾಲ್ಕು ದಿನಗಳ ಕಾಲ ಪೊಲೀಸ್ ಕಸ್ಟಡಿಗೆ ಕೊಡುವಂತೆ ನ್ಯಾಯಾಲಯಕ್ಕೆ ಮನವಿ ಸಲ್ಲಿಸಿದ ಪಟ್ಟಣ ಠಾಣೆಯ ಪೊಲೀಸ್ ಅಧಿಕಾರಿಗಳು ಮಂಗಳವಾರ ಆರು ಮಂದಿ ಆರೋಪಿಗಳನ್ನು ವಶಕ್ಕೆ ಪಡೆದು ವಿಚಾರಣೆ ನಡೆಸುತ್ತಿದ್ದಾರೆಂದು ತಿಳಿದುಬಂದಿದೆ. bbox=[1042, 582, 1282, 640]
main-body-col3: ಪಟ್ಟಣದ ಹಿರಿಯ ಸಿವಿಲ್ ನ್ಯಾಯಾಧೀಶರೆದುರು ಹಾಜರುಪಡಿಸಿ ಹೆಚ್ಚಿನ ವಿಚಾರಣೆ ನಡೆಸುವ ಸಲುವಾಗಿ ಎಲ್ಲಾ ಆರೋಪಿಗಳನ್ನು ಪೊಲೀಸ್ ವಶಕ್ಕೆ ನೀಡುವಂತೆ ಮನವಿ ಮಾಡಿಕೊಂಡಿದ್ದರು. ಆದರೆ ಆರೋಪಿಗಳನ್ನು ಪೊಲೀಸ್ ವಶಕ್ಕೆ ನೀಡದೆ 14ದಿನಗಳ ಕಾಲ ನ್ಯಾಯಾಂಗ ಬಂಧನದಲ್ಲಿರಿಸುವಂತೆ ನ್ಯಾಯಾಧೀಶರು ನಿರ್ದೇಶನ ನೀಡಿದ್ದರು. ಜ.27ಕ್ಕೆ ಆರೋಪಿಗಳ ನ್ಯಾಯಾಂಗ ಬಂಧನ ಮುಗಿದು ಮತ್ತಷ್ಟು ದಿನಗಳ ಕಾಲ ವಿಸ್ತರಿಸಲಾಗಿತ್ತು. ಈ ನಡುವೆ ಪ್ರಕರಣಕ್ಕೆ ಸಂಬಂಧಿಸಿದಂತೆ ಹೆಚ್ಚಿನ ವಿಚಾರಣೆ ನಡೆಸುವ ಸಲುವಾಗಿ ಆರು bbox=[775, 522, 1035, 611]
opening-film: ಪೋರ್ಟ್ ಬ್ಯಾಗೇಜ್ (ಡಚ್, ನೆದರ್‌ಲ್ಯಾಂಡ್) bbox=[745, 1607, 975, 1632]
